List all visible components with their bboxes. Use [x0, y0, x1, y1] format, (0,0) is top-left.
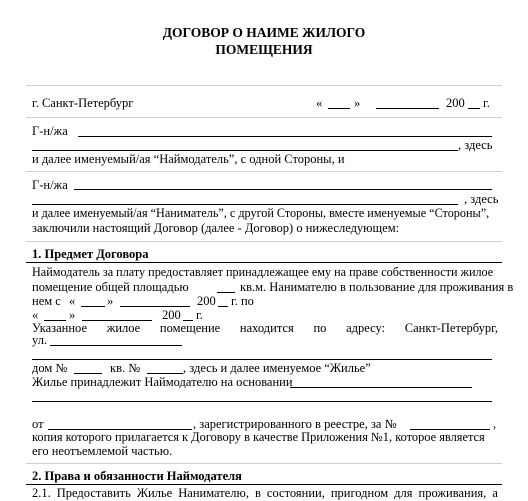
divider	[26, 85, 502, 86]
document-title-line-2: ПОМЕЩЕНИЯ	[215, 42, 313, 57]
word: Предоставить	[56, 486, 131, 500]
from-open-quote: «	[69, 294, 76, 308]
divider	[26, 171, 502, 172]
s1-flat-label: кв. №	[110, 361, 141, 375]
area-blank[interactable]	[217, 292, 235, 293]
word: проживания,	[418, 486, 487, 500]
owner-basis-blank[interactable]	[290, 387, 472, 388]
section-2-heading: 2. Права и обязанности Наймодателя	[32, 469, 242, 483]
year-prefix: 200	[446, 96, 465, 110]
flat-blank[interactable]	[147, 373, 183, 374]
word: пригодном	[330, 486, 389, 500]
party2-role: и далее именуемый/ая “Наниматель”, с другой Стороны, вместе именуемые “Стороны”,	[32, 206, 490, 220]
party2-role-2: заключили настоящий Договор (далее - Договор) о нижеследующем:	[32, 221, 400, 235]
divider	[26, 117, 502, 118]
word: а	[492, 486, 498, 500]
party2-here: , здесь	[464, 192, 499, 206]
year-suffix: г.	[483, 96, 490, 110]
party1-name-blank[interactable]	[78, 136, 492, 137]
date-close-quote: »	[354, 96, 361, 110]
document-title-line-1: ДОГОВОР О НАИМЕ ЖИЛОГО	[162, 25, 366, 40]
word: жилое	[106, 321, 141, 335]
party1-name-blank-2[interactable]	[32, 150, 458, 151]
owner-basis-blank-2[interactable]	[32, 401, 492, 402]
s1-copy-line: копия которого прилагается к Договору в качестве Приложения №1, которое является	[32, 430, 485, 444]
word: по	[313, 321, 327, 335]
s1-registry-label: , зарегистрированного в реестре, за №	[193, 417, 397, 431]
street-blank[interactable]	[50, 345, 182, 346]
word: для	[394, 486, 413, 500]
party2-name-blank[interactable]	[74, 189, 492, 190]
s1-p1-line1: Наймодатель за плату предоставляет принадлежащее ему на праве собственности жилое	[32, 265, 494, 279]
word: помещение	[159, 321, 221, 335]
from-day-blank[interactable]	[81, 306, 105, 307]
from-month-blank[interactable]	[120, 306, 190, 307]
to-year-suffix: г.	[196, 308, 203, 322]
word: в	[254, 486, 261, 500]
divider	[26, 241, 502, 242]
from-year-blank[interactable]	[218, 306, 228, 307]
date-open-quote: «	[316, 96, 323, 110]
word: состоянии,	[266, 486, 325, 500]
word: Жилье	[136, 486, 173, 500]
from-year-prefix: 200	[197, 294, 216, 308]
month-blank[interactable]	[376, 108, 439, 109]
s1-to-label: г. по	[231, 294, 254, 308]
s1-from-label: нем с	[32, 294, 61, 308]
house-blank[interactable]	[74, 373, 102, 374]
party1-role: и далее именуемый/ая “Наймодатель”, с одной Стороны, и	[32, 152, 345, 166]
year-blank[interactable]	[468, 108, 480, 109]
to-close-quote: »	[69, 308, 76, 322]
party1-here: , здесь	[458, 138, 493, 152]
s1-street-label: ул.	[32, 333, 48, 347]
s2-p1-line	[32, 486, 498, 501]
s1-house-label: дом №	[32, 361, 68, 375]
party2-name-blank-2[interactable]	[32, 204, 458, 205]
section-1-underline	[26, 262, 502, 263]
from-close-quote: »	[107, 294, 114, 308]
word: адресу:	[346, 321, 386, 335]
address-blank[interactable]	[32, 359, 492, 360]
divider	[26, 463, 502, 464]
s1-area-label: помещение общей площадью	[32, 280, 189, 294]
party2-label: Г-н/жа	[32, 178, 68, 192]
section-2-underline	[26, 484, 502, 485]
city-label: г. Санкт-Петербург	[32, 96, 134, 110]
to-year-prefix: 200	[162, 308, 181, 322]
s1-area-tail: кв.м. Нанимателю в пользование для проживания в	[240, 280, 514, 294]
s1-from-doc-label: от	[32, 417, 44, 431]
s1-part-line: его неотъемлемой частью.	[32, 444, 173, 458]
day-blank[interactable]	[328, 108, 350, 109]
s1-copy-end: ,	[493, 417, 497, 431]
section-1-heading: 1. Предмет Договора	[32, 247, 149, 261]
s1-owner-label: Жилье принадлежит Наймодателю на основании	[32, 375, 293, 389]
word: 2.1.	[32, 486, 51, 500]
s1-flat-tail: , здесь и далее именуемое “Жилье”	[183, 361, 371, 375]
s1-address-line	[32, 321, 498, 336]
party1-label: Г-н/жа	[32, 124, 68, 138]
word: Нанимателю,	[178, 486, 249, 500]
word: Указанное	[32, 321, 87, 335]
word: находится	[239, 321, 294, 335]
to-open-quote: «	[32, 308, 39, 322]
word: Санкт-Петербург,	[404, 321, 498, 335]
